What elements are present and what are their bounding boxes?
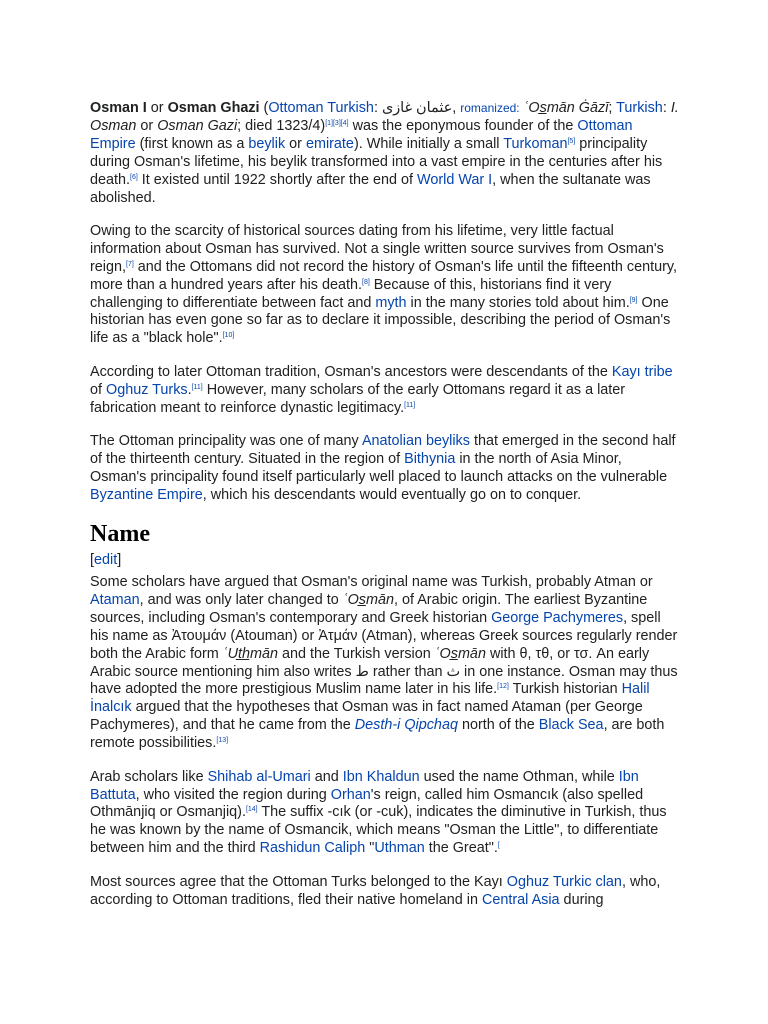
link-central-asia[interactable]: Central Asia	[481, 891, 560, 908]
citation-link[interactable]: [1]	[325, 119, 333, 127]
citation-link[interactable]: [7]	[126, 260, 134, 268]
citation-link[interactable]: [9]	[629, 296, 638, 304]
sources-paragraph: Owing to the scarcity of historical sources dating from his lifetime, very little factual information about Osman has survived. Not a single written source survives from Osman's reign,[7] and the Ottomans did not record the history of Osman's life until the fifteenth century, more than a hundred years after his death.[8] Because of this, historians find it very challenging to differentiate between fact and myth in the many stories told about him.[9] One historian has even gone so far as to declare it impossible, describing the period of Osman's life as a "black hole".[10]	[90, 222, 678, 347]
link-george-pachymeres[interactable]: George Pachymeres	[491, 609, 624, 626]
link-ottoman-empire[interactable]: Ottoman Empire	[90, 117, 633, 152]
citation-link[interactable]: [6]	[130, 173, 138, 181]
bold-name: Osman I	[90, 100, 147, 116]
link-black-sea[interactable]: Black Sea	[538, 717, 604, 734]
citation-link[interactable]: [11]	[191, 383, 203, 391]
citation-link[interactable]: [12]	[497, 683, 509, 691]
link-world-war-i[interactable]: World War I	[417, 171, 493, 188]
link-turkish[interactable]: Turkish	[616, 100, 663, 116]
link-shihab-al-umari[interactable]: Shihab al-Umari	[207, 768, 311, 785]
citation-link[interactable]: [11]	[404, 401, 416, 409]
citation-link[interactable]: [	[497, 842, 500, 850]
link-romanized[interactable]: romanized:	[460, 101, 520, 115]
citation-link[interactable]: [3]	[332, 119, 341, 127]
link-ibn-khaldun[interactable]: Ibn Khaldun	[342, 768, 420, 785]
intro-paragraph: Osman I or Osman Ghazi (Ottoman Turkish: عثمان غازی, romanized: ʿOs̲mān Ġāzī; Turkish: I. Osman or Osman Gazi; died 1323/4)[1][3][4] was the eponymous founder of the Ottoman Empire (first known as a beylik or emirate). While initially a small Turkoman[5] principality during Osman's lifetime, his beylik transformed into a vast empire in the centuries after his death.[6] It existed until 1922 shortly after the end of World War I, when the sultanate was abolished.	[90, 100, 679, 206]
origins-paragraph: Most sources agree that the Ottoman Turks belonged to the Kayı Oghuz Turkic clan, who, according to Ottoman traditions, fled their native homeland in Central Asia during	[90, 873, 661, 908]
citation-link[interactable]: [14]	[245, 806, 258, 814]
citation-link[interactable]: [13]	[216, 737, 229, 745]
citation-link[interactable]: [4]	[340, 119, 349, 127]
link-turkoman[interactable]: Turkoman	[503, 135, 568, 152]
link-orhan[interactable]: Orhan	[330, 786, 371, 803]
link-emirate[interactable]: emirate	[305, 135, 354, 152]
edit-link[interactable]: edit	[94, 552, 118, 569]
link-rashidun-caliph[interactable]: Rashidun Caliph	[259, 840, 366, 857]
link-oghuz-turkic-clan[interactable]: Oghuz Turkic clan	[506, 873, 622, 890]
name-paragraph: Some scholars have argued that Osman's original name was Turkish, probably Atman or Ataman, and was only later changed to ʿOs̲mān, of Arabic origin. The earliest Byzantine sources, including Osman's contemporary and Greek historian George Pachymeres, spell his name as Ἀτουμάν (Atouman) or Ἀτμάν (Atman), whereas Greek sources regularly render both the Arabic form ʿUt̲h̲mān and the Turkish version ʿOs̲mān with θ, τθ, or τσ. An early Arabic source mentioning him also writes ط rather than ث in one instance. Osman may thus have adopted the more prestigious Muslim name later in his life.[12] Turkish historian Halil İnalcık argued that the hypotheses that Osman was in fact named Ataman (per George Pachymeres), and that he came from the Desth-i Qipchaq north of the Black Sea, are both remote possibilities.[13]	[90, 574, 678, 752]
citation-link[interactable]: [10]	[222, 332, 235, 340]
link-myth[interactable]: myth	[375, 294, 407, 311]
link-halil-inalcik[interactable]: Halil İnalcık	[90, 681, 650, 716]
link-uthman[interactable]: Uthman	[374, 840, 425, 857]
principality-paragraph: The Ottoman principality was one of many Anatolian beyliks that emerged in the second half of the thirteenth century. Situated in the region of Bithynia in the north of Asia Minor, Osman's principality found itself particularly well placed to launch attacks on the vulnerable Byzantine Empire, which his descendants would eventually go on to conquer.	[90, 433, 676, 503]
bold-name: Osman Ghazi	[167, 100, 260, 116]
link-ottoman-turkish[interactable]: Ottoman Turkish	[268, 100, 374, 116]
article-body	[90, 100, 680, 925]
link-kayi-tribe[interactable]: Kayı tribe	[611, 363, 673, 380]
arab-scholars-paragraph: Arab scholars like Shihab al-Umari and Ibn Khaldun used the name Othman, while Ibn Battuta, who visited the region during Orhan's reign, called him Osmancık (also spelled Othmānjiq or Osmanjiq).[14] The suffix -cık (or -cuk), indicates the diminutive in Turkish, thus he was known by the name of Osmancik, which means "Osman the Little", to differentiate between him and the third Rashidun Caliph "Uthman the Great".[	[90, 768, 667, 857]
link-byzantine-empire[interactable]: Byzantine Empire	[90, 486, 203, 503]
section-heading-name: Name	[90, 521, 150, 548]
link-beylik[interactable]: beylik	[248, 135, 286, 152]
link-ataman[interactable]: Ataman	[90, 591, 140, 608]
link-oghuz-turks[interactable]: Oghuz Turks	[106, 381, 188, 398]
link-bithynia[interactable]: Bithynia	[404, 450, 456, 467]
citation-link[interactable]: [5]	[567, 137, 576, 145]
link-anatolian-beyliks[interactable]: Anatolian beyliks	[361, 433, 470, 449]
citation-link[interactable]: [8]	[362, 278, 370, 286]
edit-section: [edit]	[90, 552, 122, 569]
link-ibn-battuta[interactable]: Ibn Battuta	[90, 768, 639, 803]
link-desht-i-qipchaq[interactable]: Desth-i Qipchaq	[354, 717, 458, 734]
ancestry-paragraph: According to later Ottoman tradition, Osman's ancestors were descendants of the Kayı tribe of Oghuz Turks.[11] However, many scholars of the early Ottomans regard it as a later fabrication meant to reinforce dynastic legitimacy.[11]	[90, 363, 673, 416]
